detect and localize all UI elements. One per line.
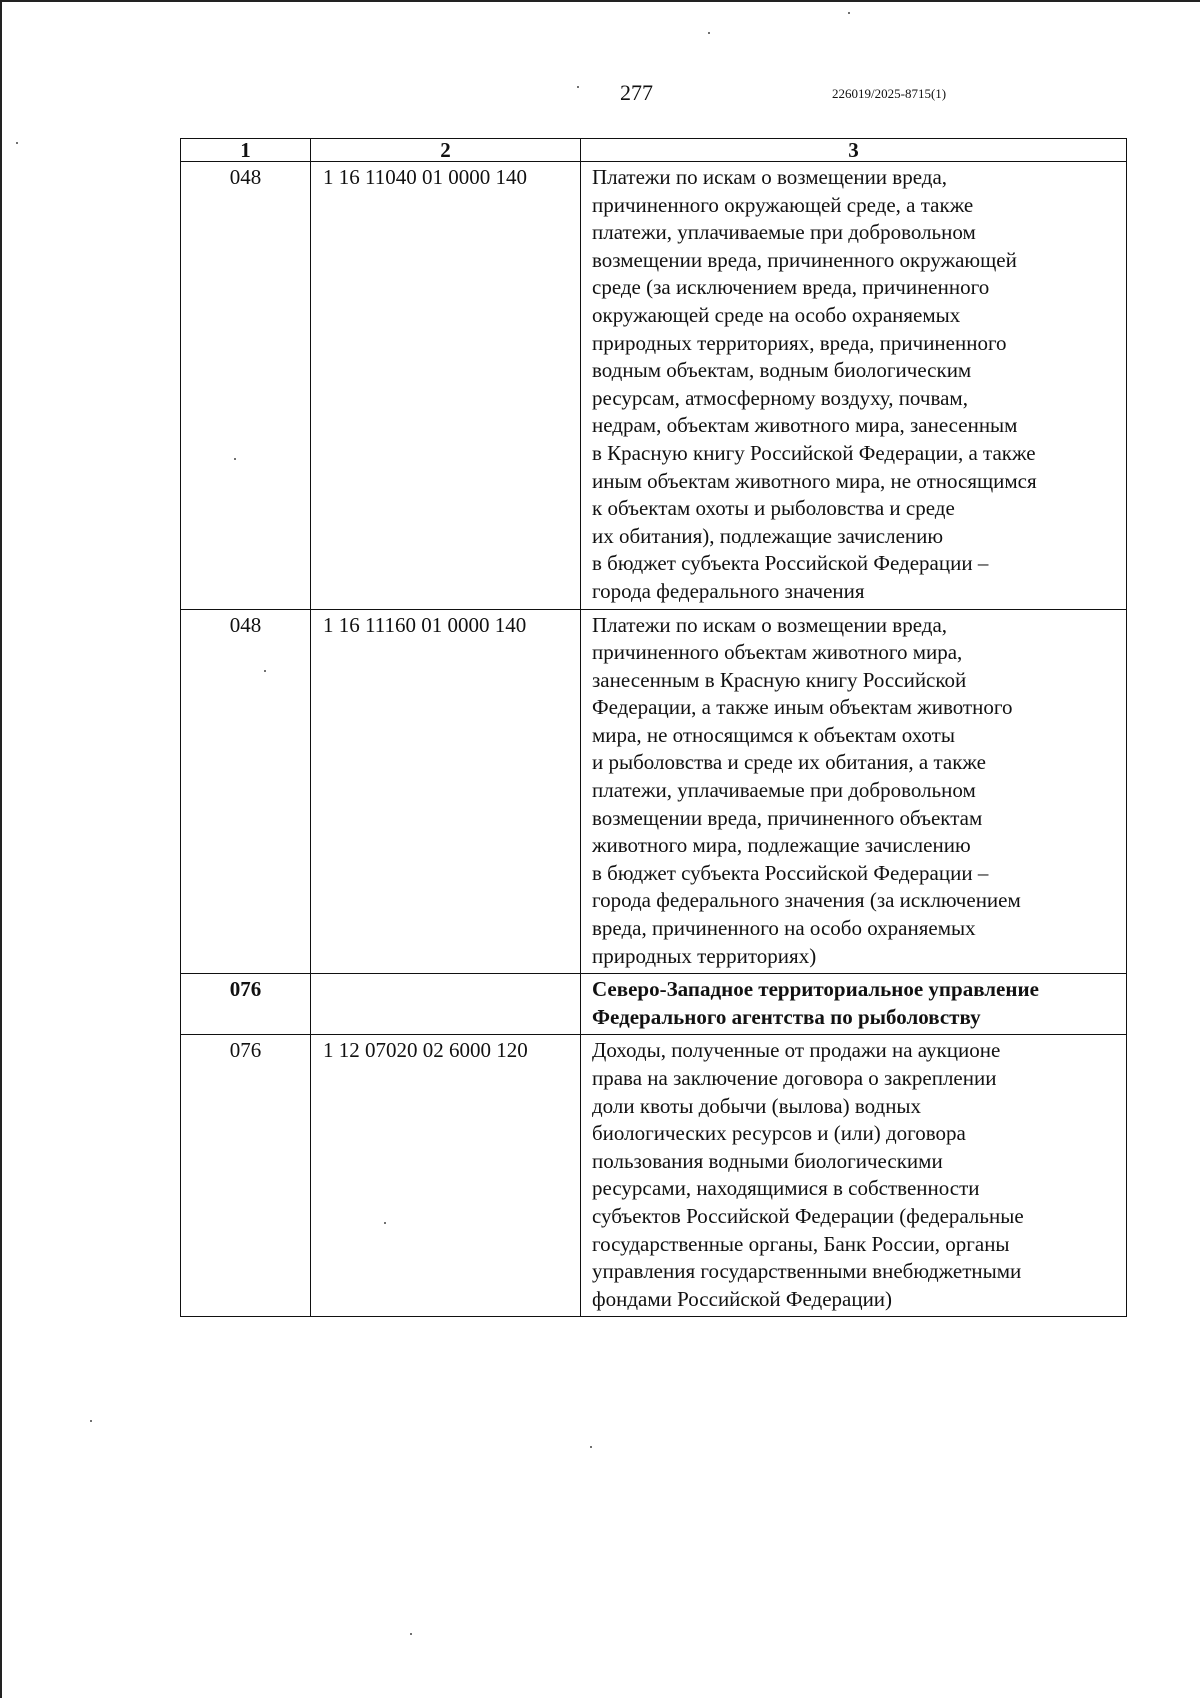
description-line: к объектам охоты и рыболовства и среде [592, 496, 955, 521]
description-cell [581, 1035, 1127, 1317]
description-line: города федерального значения (за исключением [592, 888, 1021, 913]
description-line: Федерации, а также иным объектам животного [592, 695, 1013, 720]
budget-classification-code-cell: 1 12 07020 02 6000 120 [311, 1035, 581, 1317]
table-row [181, 1035, 1127, 1317]
document-code: 226019/2025-8715(1) [832, 86, 947, 101]
description-line: ресурсами, находящимися в собственности [592, 1176, 980, 1201]
admin-code-cell: 048 [181, 162, 311, 610]
description-line: Северо-Западное территориальное управление [592, 977, 1039, 1002]
description-line: возмещении вреда, причиненного окружающей [592, 247, 1017, 272]
description-line: животного мира, подлежащие зачислению [592, 833, 971, 858]
admin-code-cell: 076 [181, 1035, 311, 1317]
description-line: субъектов Российской Федерации (федеральные [592, 1203, 1024, 1228]
description-line: возмещении вреда, причиненного объектам [592, 805, 983, 830]
description-line: водным объектам, водным биологическим [592, 358, 972, 383]
budget-codes-table [180, 138, 1127, 1317]
scan-speck [590, 1446, 592, 1448]
description-line: города федерального значения [592, 578, 865, 603]
scan-speck [16, 142, 18, 144]
page-number: 277 [620, 80, 653, 105]
description-cell [581, 974, 1127, 1035]
table-row [181, 162, 1127, 610]
scan-speck [577, 86, 579, 88]
description-line: платежи, уплачиваемые при добровольном [592, 220, 976, 245]
description-cell [581, 609, 1127, 974]
column-header: 1 [181, 139, 311, 162]
description-line: причиненного объектам животного мира, [592, 640, 963, 665]
scan-speck [410, 1633, 412, 1635]
description-line: в бюджет субъекта Российской Федерации – [592, 551, 989, 576]
description-line: платежи, уплачиваемые при добровольном [592, 778, 976, 803]
description-line: природных территориях, вреда, причиненного [592, 330, 1007, 355]
description-line: пользования водными биологическими [592, 1148, 943, 1173]
description-line: и рыболовства и среде их обитания, а также [592, 750, 986, 775]
description-line: фондами Российской Федерации) [592, 1286, 893, 1311]
description-line: Доходы, полученные от продажи на аукционе [592, 1038, 1001, 1063]
table-row [181, 974, 1127, 1035]
scan-speck [848, 12, 850, 14]
description-line: занесенным в Красную книгу Российской [592, 667, 967, 692]
admin-code-cell: 048 [181, 609, 311, 974]
description-line: Платежи по искам о возмещении вреда, [592, 165, 948, 189]
table-body [181, 162, 1127, 1317]
table-row [181, 609, 1127, 974]
description-line: иным объектам животного мира, не относящимся [592, 468, 1037, 493]
admin-code-cell: 076 [181, 974, 311, 1035]
description-line: в бюджет субъекта Российской Федерации – [592, 860, 989, 885]
description-line: недрам, объектам животного мира, занесенным [592, 413, 1018, 438]
description-line: биологических ресурсов и (или) договора [592, 1121, 966, 1146]
description-line: права на заключение договора о закреплении [592, 1066, 997, 1090]
budget-classification-code-cell: 1 16 11160 01 0000 140 [311, 609, 581, 974]
description-cell [581, 162, 1127, 610]
description-line: государственные органы, Банк России, органы [592, 1231, 1010, 1256]
description-line: управления государственными внебюджетными [592, 1259, 1022, 1284]
column-number-row [181, 139, 1127, 162]
scan-border-top [0, 0, 1200, 2]
scan-speck [90, 1420, 92, 1422]
description-line: вреда, причиненного на особо охраняемых [592, 916, 976, 941]
budget-classification-code-cell: 1 16 11040 01 0000 140 [311, 162, 581, 610]
description-line: Федерального агентства по рыболовству [592, 1004, 981, 1029]
description-line: окружающей среде на особо охраняемых [592, 302, 961, 327]
description-line: Платежи по искам о возмещении вреда, [592, 612, 948, 637]
description-line: причиненного окружающей среде, а также [592, 192, 974, 217]
description-line: мира, не относящимся к объектам охоты [592, 722, 955, 747]
description-line: ресурсам, атмосферному воздуху, почвам, [592, 385, 968, 410]
description-line: природных территориях) [592, 943, 817, 968]
scan-speck [708, 32, 710, 34]
description-line: их обитания), подлежащие зачислению [592, 523, 944, 548]
scan-border-left [0, 0, 2, 1698]
description-line: доли квоты добычи (вылова) водных [592, 1093, 922, 1118]
budget-classification-code-cell [311, 974, 581, 1035]
description-line: среде (за исключением вреда, причиненного [592, 275, 990, 300]
description-line: в Красную книгу Российской Федерации, а также [592, 440, 1036, 465]
column-header: 3 [581, 139, 1127, 162]
column-header: 2 [311, 139, 581, 162]
